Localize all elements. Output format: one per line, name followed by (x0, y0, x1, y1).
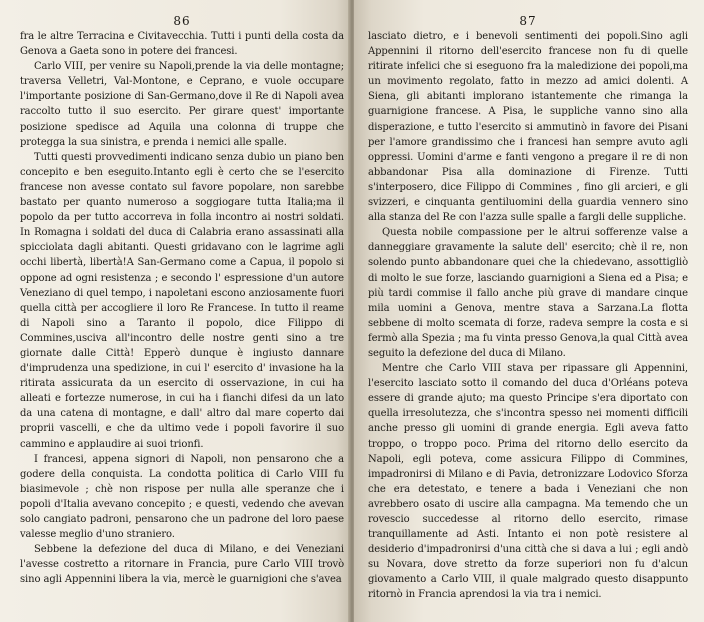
paragraph: Questa nobile compassione per le altrui sofferenze valse a danneggiare gravamente la salute dell' esercito; chè il re, non solendo punto abbandonare quei che la chiedevano, assottigliò di molto le sue forze, lasciando guarnigioni a Siena ed a Pisa; e più tardi commise il fallo anche più grave di mandare cinque mila uomini a Genova, mentre stava a Sarzana.La flotta sebbene di molto scemata di forze, radeva sempre la costa e si fermò alla Spezia ; ma fu vinta presso Genova,la qual Città avea seguito la defezione del duca di Milano. (368, 227, 688, 359)
page-number-left: 86 (173, 14, 191, 28)
paragraph: Carlo VIII, per venire su Napoli,prende la via delle montagne; traversa Velletri, Val-Montone, e Ceprano, e vuole occupare l'importante posizione di San-Germano,dove il Re di Napoli avea raccolto tutto il suo esercito. Per girare quest' importante posizione spedisce ad Aquila una colonna di truppe che protegga la sua sinistra, e prenda i nemici alle spalle. (20, 61, 344, 148)
paragraph: lasciato dietro, e i benevoli sentimenti dei popoli.Sino agli Appennini il ritorno dell'esercito francese non fu di quelle ritirate infelici che si eseguono fra la maledizione dei popoli,ma un movimento regolato, fatto in mezzo ad amici dolenti. A Siena, gli abitanti implorano istantemente che rimanga la guarnigione francese. A Pisa, le suppliche vanno sino alla disperazione, e tutto l'esercito si ammutinò in favore dei Pisani per l'amore grandissimo che i francesi han sempre avuto agli oppressi. Uomini d'arme e fanti vengono a pregare il re di non abbandonar Pisa alla dominazione di Firenze. Tutti s'interposero, dice Filippo di Commines , fino gli arcieri, e gli svizzeri, e cinquanta gentiluomini della guardia vennero sino alla stanza del Re con l'azza sulle spalle a fargli delle suppliche. (368, 31, 688, 224)
left-page-text (20, 29, 344, 587)
right-page (354, 0, 704, 622)
paragraph: fra le altre Terracina e Civitavecchia. Tutti i punti della costa da Genova a Gaeta sono in potere dei francesi. (20, 31, 344, 58)
paragraph: Mentre che Carlo VIII stava per ripassare gli Appennini, l'esercito lasciato sotto il comando del duca d'Orléans poteva essere di grande ajuto; ma questo Principe s'era diportato con quella irresolutezza, che s'incontra spesso nei momenti difficili anche presso gli uomini di grande energia. Egli aveva fatto troppo, o troppo poco. Prima del ritorno dello esercito da Napoli, egli poteva, come assicura Filippo di Commines, impadronirsi di Milano e di Pavia, detronizzare Lodovico Sforza che era detestato, e tenere a bada i Veneziani che non avrebbero osato di uscire alla campagna. Ma temendo che un rovescio succedesse al ritorno dello esercito, rimase tranquillamente ad Asti. Intanto ei non potè resistere al desiderio d'impadronirsi d'una città che si dava a lui ; egli andò su Novara, dove stretto da forze superiori non fu d'alcun giovamento a Carlo VIII, il quale malgrado questo disappunto ritornò in Francia aprendosi la via tra i nemici. (368, 363, 688, 601)
right-page-text (368, 29, 688, 603)
paragraph: I francesi, appena signori di Napoli, non pensarono che a godere della conquista. La condotta politica di Carlo VIII fu biasimevole ; chè non rispose per nulla alle speranze che i popoli d'Italia avevano concepito ; e questi, vedendo che avevan solo cangiato padroni, pensarono che un padrone del loro paese valesse meglio d'uno straniero. (20, 453, 344, 541)
page-number-right: 87 (519, 14, 537, 28)
paragraph: Sebbene la defezione del duca di Milano, e dei Veneziani l'avesse costretto a ritornare in Francia, pure Carlo VIII trovò sino agli Appennini libera la via, mercè le guarnigioni che s'avea (20, 544, 344, 586)
paragraph: Tutti questi provvedimenti indicano senza dubio un piano ben concepito e ben eseguito.Intanto egli è certo che se l'esercito francese non avesse contato sul favore popolare, non sarebbe bastato per quanto numeroso a soggiogare tutta Italia;ma il popolo da per tutto accorreva in folla incontro ai nostri soldati. In Romagna i soldati del duca di Calabria erano assassinati alla spicciolata dagli abitanti. Questi gridavano con le lagrime agli occhi libertà, libertà!A San-Germano come a Capua, il popolo si oppone ad ogni resistenza ; e secondo l' espressione d'un autore Veneziano di quel tempo, i napoletani escono anziosamente fuori quella città per accogliere il loro Re Francese. In tutto il reame di Napoli sino a Taranto il popolo, dice Filippo di Commines,usciva all'incontro delle nostre genti sino a tre giornate dalle Città! Epperò dunque è ingiusto dannare d'imprudenza una spedizione, in cui l' esercito d' invasione ha la ritirata assicurata da un esercito di osservazione, in cui ha alleati e fortezze numerose, in cui ha i fianchi difesi da un lato da una catena di montagne, e dall' altro dal mare coperto dai proprii vascelli, e che da ultimo vede i popoli favorire il suo cammino e applaudire ai suoi trionfi. (20, 151, 344, 450)
left-page (0, 0, 350, 622)
